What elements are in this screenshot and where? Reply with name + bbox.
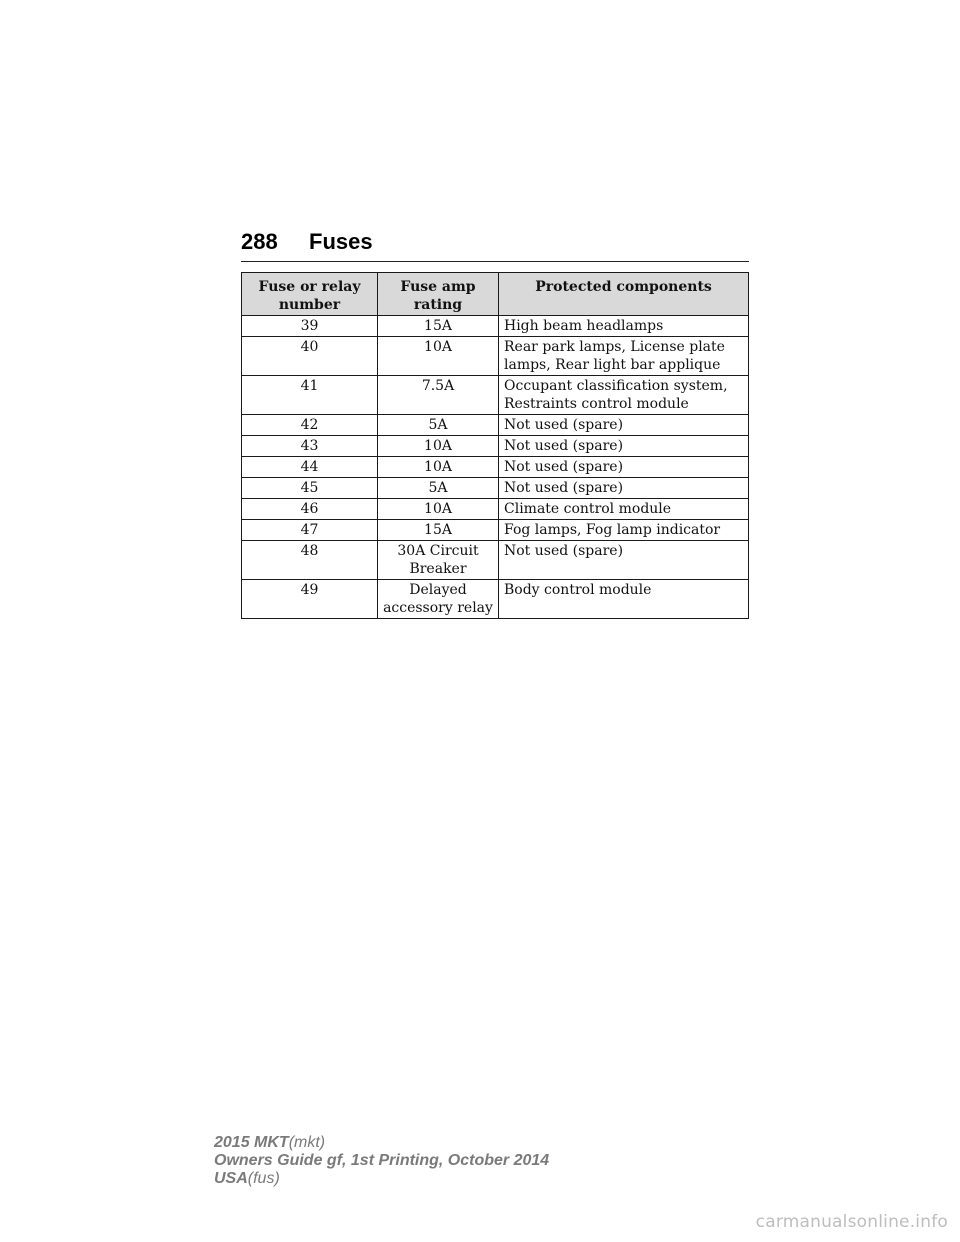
protected-components: Not used (spare) <box>499 436 749 457</box>
protected-components: Not used (spare) <box>499 478 749 499</box>
fuse-rating: Delayed accessory relay <box>378 580 499 619</box>
fuse-rating: 10A <box>378 337 499 376</box>
fuse-rating: 15A <box>378 316 499 337</box>
fuse-rating: 10A <box>378 499 499 520</box>
fuse-number: 48 <box>242 541 378 580</box>
fuse-rating: 10A <box>378 457 499 478</box>
fuse-rating: 30A Circuit Breaker <box>378 541 499 580</box>
table-header-row <box>242 273 749 316</box>
protected-components: Occupant classification system, Restraints control module <box>499 376 749 415</box>
table-row <box>242 415 749 436</box>
column-header-rating: Fuse amp rating <box>378 273 499 316</box>
protected-components: High beam headlamps <box>499 316 749 337</box>
page-header <box>241 229 749 262</box>
fuse-rating: 5A <box>378 415 499 436</box>
fuse-number: 45 <box>242 478 378 499</box>
table-row <box>242 376 749 415</box>
footer-model: 2015 MKT <box>214 1134 289 1151</box>
fuse-number: 49 <box>242 580 378 619</box>
protected-components: Fog lamps, Fog lamp indicator <box>499 520 749 541</box>
table-row <box>242 541 749 580</box>
protected-components: Body control module <box>499 580 749 619</box>
table-row <box>242 580 749 619</box>
page-number: 288 <box>241 229 278 254</box>
fuse-number: 43 <box>242 436 378 457</box>
footer-line-printing <box>214 1152 549 1170</box>
fuse-number: 42 <box>242 415 378 436</box>
protected-components: Not used (spare) <box>499 415 749 436</box>
footer-market: USA <box>214 1170 248 1187</box>
fuse-number: 40 <box>242 337 378 376</box>
protected-components: Not used (spare) <box>499 457 749 478</box>
table-row <box>242 316 749 337</box>
fuse-number: 47 <box>242 520 378 541</box>
table-row <box>242 499 749 520</box>
fuse-table <box>241 272 749 619</box>
table-row <box>242 520 749 541</box>
footer-market-code: (fus) <box>247 1170 280 1187</box>
fuse-number: 39 <box>242 316 378 337</box>
protected-components: Not used (spare) <box>499 541 749 580</box>
fuse-rating: 5A <box>378 478 499 499</box>
fuse-rating: 7.5A <box>378 376 499 415</box>
protected-components: Climate control module <box>499 499 749 520</box>
fuse-number: 41 <box>242 376 378 415</box>
footer-printing: Owners Guide gf, 1st Printing, October 2014 <box>214 1152 550 1169</box>
fuse-rating: 15A <box>378 520 499 541</box>
column-header-components: Protected components <box>499 273 749 316</box>
table-row <box>242 337 749 376</box>
watermark: carmanualsonline.info <box>755 1212 948 1232</box>
table-row <box>242 478 749 499</box>
protected-components: Rear park lamps, License plate lamps, Rear light bar applique <box>499 337 749 376</box>
footer-model-code: (mkt) <box>288 1134 326 1151</box>
print-footer <box>214 1134 549 1188</box>
fuse-rating: 10A <box>378 436 499 457</box>
fuse-number: 44 <box>242 457 378 478</box>
column-header-number: Fuse or relay number <box>242 273 378 316</box>
section-title: Fuses <box>309 229 373 254</box>
fuse-number: 46 <box>242 499 378 520</box>
table-row <box>242 436 749 457</box>
footer-line-model <box>214 1134 549 1152</box>
table-row <box>242 457 749 478</box>
footer-line-market <box>214 1170 549 1188</box>
